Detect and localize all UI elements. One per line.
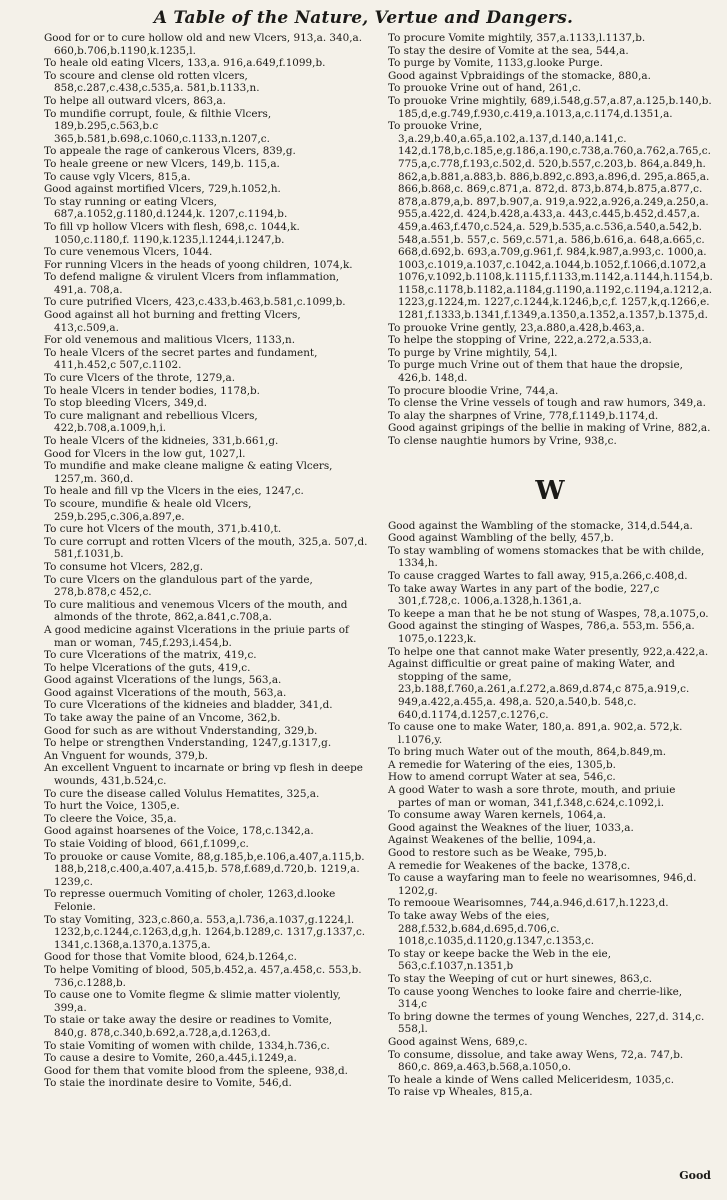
index-entry: Good against Vlcerations of the mouth, 563,a. [44, 686, 287, 699]
index-entry: A good Water to wash a sore throte, mouth, and priuie partes of man or woman, 341,f.348,c.624,c.1092,i. [388, 784, 676, 809]
index-entry: To fill vp hollow Vlcers with flesh, 698,c. 1044,k. 1050,c.1180,f. 1190,k.1235,l.1244,i.1247,b. [44, 220, 300, 246]
index-entry: Against difficultie or great paine of making Water, and stopping of the same, 23,b.188,f.760,a.261,a.f.272,a.869,d.874,c 875,a.919,c. 949,a.422,a.455,a. 498,a. 520,a.540,b. 548,c. 640,d.1174,d.1257,c.1276,c. [388, 658, 690, 721]
index-entry: Good for those that Vomite blood, 624,b.1264,c. [44, 951, 297, 964]
index-entry: To defend maligne & virulent Vlcers from inflammation, 491,a. 708,a. [44, 271, 340, 296]
index-entry: To scoure, mundifie & heale old Vlcers, 259,b.295,c.306,a.897,e. [44, 497, 252, 523]
index-entry: To take away Webs of the eies, 288,f.532,b.684,d.695,d.706,c. 1018,c.1035,d.1120,g.1347,c.1353,c. [388, 910, 595, 948]
index-entry: To hurt the Voice, 1305,e. [44, 800, 180, 813]
index-entry: To cause a wayfaring man to feele no wearisomnes, 946,d. 1202,g. [388, 872, 697, 897]
index-entry: Good for Vlcers in the low gut, 1027,l. [44, 447, 246, 460]
index-entry: Good against the Weaknes of the liuer, 1033,a. [388, 821, 634, 834]
index-entry: To stay the desire of Vomite at the sea, 544,a. [388, 44, 629, 57]
index-entry: Good to restore such as be Weake, 795,b. [388, 847, 607, 860]
index-entry: To raise vp Wheales, 815,a. [388, 1086, 533, 1099]
index-entry: To clense naughtie humors by Vrine, 938,c. [388, 435, 617, 447]
index-entry: To represse ouermuch Vomiting of choler, 1263,d.looke Felonie. [44, 888, 336, 913]
index-entry: To cure venemous Vlcers, 1044. [44, 246, 213, 259]
index-entry: To prouoke or cause Vomite, 88,g.185,b,e.106,a.407,a.115,b. 188,b,218,c.400,a.407,a.415,b. 578,f.689,d.720,b. 1219,a. 1239,c. [44, 850, 365, 888]
section-letter-w: W [535, 475, 565, 506]
index-entry: To cause one to Vomite flegme & slimie matter violently, 399,a. [44, 989, 341, 1014]
index-entry: To cure malitious and venemous Vlcers of the mouth, and almonds of the throte, 862,a.841,c.708,a. [44, 598, 348, 624]
index-entry: To helpe the stopping of Vrine, 222,a.272,a.533,a. [388, 334, 652, 347]
index-entry: To heale old eating Vlcers, 133,a. 916,a.649,f.1099,b. [44, 57, 326, 70]
index-entry: Good against all hot burning and fretting Vlcers, 413,c.509,a. [44, 309, 301, 334]
index-entry: To bring much Water out of the mouth, 864,b.849,m. [388, 746, 666, 759]
index-entry: Good against hoarsenes of the Voice, 178,c.1342,a. [44, 825, 314, 838]
index-entry: A remedie for Watering of the eies, 1305,b. [388, 758, 616, 771]
index-entry: To helpe Vlcerations of the guts, 419,c. [44, 661, 251, 674]
index-entry: To consume hot Vlcers, 282,g. [44, 560, 203, 573]
index-entry: To cause one to make Water, 180,a. 891,a. 902,a. 572,k. l.1076,y. [388, 721, 683, 746]
index-entry: A good medicine against Vlcerations in the priuie parts of man or woman, 745,f.293,i.454,b. [44, 623, 349, 649]
index-entry: To cause yoong Wenches to looke faire and cherrie-like, 314,c [388, 985, 683, 1011]
index-entry: To helpe one that cannot make Water presently, 922,a.422,a. [388, 645, 709, 658]
right-top-entries [388, 32, 712, 448]
index-entry: Good against mortified Vlcers, 729,h.1052,h. [44, 183, 281, 196]
index-entry: Good against gripings of the bellie in making of Vrine, 882,a. [388, 422, 711, 435]
index-entry: To procure bloodie Vrine, 744,a. [388, 384, 559, 397]
index-entry: To staie the inordinate desire to Vomite, 546,d. [44, 1077, 292, 1090]
index-entry: To cure malignant and rebellious Vlcers, 422,b.708,a.1009,h,i. [44, 409, 258, 435]
index-entry: To take away Wartes in any part of the bodie, 227,c 301,f.728,c. 1006,a.1328,h.1361,a. [388, 582, 660, 608]
index-entry: To cure Vlcers on the glandulous part of the yarde, 278,b.878,c 452,c. [44, 573, 313, 599]
index-entry: Good for such as are without Vnderstanding, 329,b. [44, 724, 318, 737]
index-entry: To cause cragged Wartes to fall away, 915,a.266,c.408,d. [388, 569, 688, 582]
index-columns [44, 32, 713, 1099]
index-entry: To cause a desire to Vomite, 260,a.445,i.1249,a. [44, 1052, 297, 1065]
index-entry: To cure Vlcers of the throte, 1279,a. [44, 372, 235, 385]
index-entry: To prouoke Vrine out of hand, 261,c. [388, 82, 582, 95]
index-entry: To heale greene or new Vlcers, 149,b. 115,a. [44, 157, 280, 170]
index-entry: To helpe or strengthen Vnderstanding, 1247,g.1317,g. [44, 737, 332, 750]
index-entry: To take away the paine of an Vncome, 362,b. [44, 712, 281, 725]
index-entry: To helpe Vomiting of blood, 505,b.452,a. 457,a.458,c. 553,b. 736,c.1288,b. [44, 963, 362, 989]
index-entry: To purge by Vomite, 1133,g.looke Purge. [388, 57, 603, 70]
index-entry: Good against Vlcerations of the lungs, 563,a. [44, 674, 282, 687]
index-entry: To staie Voiding of blood, 661,f.1099,c. [44, 838, 249, 850]
index-entry: Good against the stinging of Waspes, 786,a. 553,m. 556,a. 1075,o.1223,k. [388, 620, 695, 645]
index-entry: To stay wambling of womens stomackes that be with childe, 1334,h. [388, 544, 705, 570]
right-bottom-entries [388, 520, 712, 1099]
index-entry: To cure Vlcerations of the kidneies and bladder, 341,d. [44, 699, 333, 712]
index-entry: To stay running or eating Vlcers, 687,a.1052,g.1180,d.1244,k. 1207,c.1194,b. [44, 195, 288, 221]
index-entry: How to amend corrupt Water at sea, 546,c. [388, 771, 616, 784]
left-column [44, 32, 368, 1099]
index-entry: To cure Vlcerations of the matrix, 419,c. [44, 649, 257, 662]
index-entry: To stay or keepe backe the Web in the eie, 563,c.f.1037,n.1351,b [388, 947, 612, 973]
index-entry: To cure putrified Vlcers, 423,c.433,b.463,b.581,c.1099,b. [44, 296, 346, 309]
right-column [388, 32, 712, 1099]
index-entry: An excellent Vnguent to incarnate or bring vp flesh in deepe wounds, 431,b.524,c. [44, 762, 363, 788]
index-entry: For old venemous and malitious Vlcers, 1133,n. [44, 334, 296, 347]
index-entry: To stay the Weeping of cut or hurt sinewes, 863,c. [388, 972, 653, 985]
index-entry: To procure Vomite mightily, 357,a.1133,l.1137,b. [388, 32, 646, 44]
index-entry: To cure hot Vlcers of the mouth, 371,b.410,t. [44, 523, 282, 536]
index-entry: To heale and fill vp the Vlcers in the eies, 1247,c. [44, 485, 304, 498]
index-entry: To prouoke Vrine, 3,a.29,b.40,a.65,a.102,a.137,d.140,a.141,c. 142,d.178,b,c.185,e,g.186,a.190,c.738,a.760,a.762,a.765,c. 775,a,c.778,f.193,c.502,d. 520,b.557,c.203,b. 864,a.849,h. 862,a,b.881,a.883,b. 886,b.892,c.893,a.896,d. 295,a.865,a. 866,b.868,c. 869,c.871,a. 872,d. 873,b.874,b.875,a.877,c. 878,a.879,a,b. 897,b.907,a. 919,a.922,a.926,a.249,a.250,a. 955,a.422,d. 424,b.428,a.433,a. 443,c.445,b.452,d.457,a. 459,a.463,f.470,c.524,a. 529,b.535,a.c.536,a.540,a.542,b. 548,a.551,b. 557,c. 569,c.571,a. 586,b.616,a. 648,a.665,c. 668,d.692,b. 693,a.709,g.961,f. 984,k.987,a.993,c. 1000,a. 1003,c.1019,a.1037,c.1042,a.1044,b.1052,f.1066,d.1072,a 1076,v.1092,b.1108,k.1115,f.1133,m.1142,a.1144,h.1154,b. 1158,c.1178,b.1182,a.1184,g.1190,a.1192,c.1194,a.1212,a. 1223,g.1224,m. 1227,c.1244,k.1246,b,c,f. 1257,k,q.1266,e. 1281,f.1333,b.1341,f.1349,a.1350,a.1352,a.1357,b.1375,d. [388, 120, 713, 322]
index-entry: To staie or take away the desire or readines to Vomite, 840,g. 878,c.340,b.692,a.728,a,d.1263,d. [44, 1014, 333, 1039]
index-entry: To cleere the Voice, 35,a. [44, 812, 177, 825]
index-entry: To helpe all outward vlcers, 863,a. [44, 94, 226, 107]
index-entry: Against Weakenes of the bellie, 1094,a. [388, 834, 596, 847]
index-entry: Good against Vpbraidings of the stomacke, 880,a. [388, 69, 651, 82]
index-entry: To remooue Wearisomnes, 744,a.946,d.617,h.1223,d. [388, 897, 669, 910]
index-entry: To mundifie and make cleane maligne & eating Vlcers, 1257,m. 360,d. [44, 460, 333, 485]
index-entry: To prouoke Vrine mightily, 689,i.548,g.57,a.87,a.125,b.140,b. 185,d,e.g.749,f.930,c.419,a.1013,a,c.1174,d.1351,a. [388, 94, 712, 120]
index-entry: To alay the sharpnes of Vrine, 778,f.1149,b.1174,d. [388, 409, 659, 422]
index-entry: To clense the Vrine vessels of tough and raw humors, 349,a. [388, 397, 706, 410]
index-entry: Good against Wens, 689,c. [388, 1035, 528, 1048]
index-entry: To heale Vlcers in tender bodies, 1178,b. [44, 384, 260, 397]
index-entry: To purge by Vrine mightily, 54,l. [388, 346, 558, 359]
index-entry: To cure the disease called Volulus Hematites, 325,a. [44, 787, 320, 800]
index-entry: To heale a kinde of Wens called Meliceridesm, 1035,c. [388, 1073, 675, 1086]
index-entry: To heale Vlcers of the kidneies, 331,b.661,g. [44, 435, 279, 447]
index-entry: To scoure and clense old rotten vlcers, 858,c.287,c.438,c.535,a. 581,b.1133,n. [44, 69, 260, 95]
index-entry: To mundifie corrupt, foule, & filthie Vlcers, 189,b.295,c.563,b.c 365,b.581,b.698,c.1060,c.1133,n.1207,c. [44, 107, 272, 145]
index-entry: To keepe a man that he be not stung of Waspes, 78,a.1075,o. [388, 607, 709, 620]
index-entry: Good for them that vomite blood from the spleene, 938,d. [44, 1064, 348, 1077]
index-entry: To appeale the rage of cankerous Vlcers, 839,g. [44, 145, 296, 158]
index-entry: Good for or to cure hollow old and new Vlcers, 913,a. 340,a. 660,b.706,b.1190,k.1235,l. [44, 32, 363, 57]
catchword: Good [679, 1169, 711, 1182]
index-entry: Good against Wambling of the belly, 457,b. [388, 532, 614, 545]
index-entry: To prouoke Vrine gently, 23,a.880,a.428,b.463,a. [388, 321, 645, 334]
index-entry: To cure corrupt and rotten Vlcers of the mouth, 325,a. 507,d. 581,f.1031,b. [44, 535, 368, 561]
index-entry: To stop bleeding Vlcers, 349,d. [44, 397, 208, 410]
index-entry: Good against the Wambling of the stomacke, 314,d.544,a. [388, 519, 693, 532]
index-entry: To heale Vlcers of the secret partes and fundament, 411,h.452,c 507,c.1102. [44, 346, 318, 372]
index-entry: An Vnguent for wounds, 379,b. [44, 749, 208, 762]
index-entry: To bring downe the termes of young Wenches, 227,d. 314,c. 558,l. [388, 1010, 705, 1036]
page-header: A Table of the Nature, Vertue and Dangers. [153, 8, 574, 28]
index-entry: A remedie for Weakenes of the backe, 1378,c. [388, 859, 631, 872]
index-entry: To consume away Waren kernels, 1064,a. [388, 809, 607, 822]
index-entry: To purge much Vrine out of them that haue the dropsie, 426,b. 148,d. [388, 359, 683, 385]
index-entry: To cause vgly Vlcers, 815,a. [44, 170, 191, 183]
index-entry: To stay Vomiting, 323,c.860,a. 553,a,l.736,a.1037,g.1224,l. 1232,b,c.1244,c.1263,d,g,h. 1264,b.1289,c. 1317,g.1337,c. 1341,c.1368,a.1370,a.1375,a. [44, 913, 366, 951]
index-entry: To consume, dissolue, and take away Wens, 72,a. 747,b. 860,c. 869,a.463,b.568,a.1050,o. [388, 1048, 684, 1074]
index-entry: To staie Vomiting of women with childe, 1334,h.736,c. [44, 1039, 330, 1052]
index-entry: For running Vlcers in the heads of yoong children, 1074,k. [44, 258, 353, 271]
